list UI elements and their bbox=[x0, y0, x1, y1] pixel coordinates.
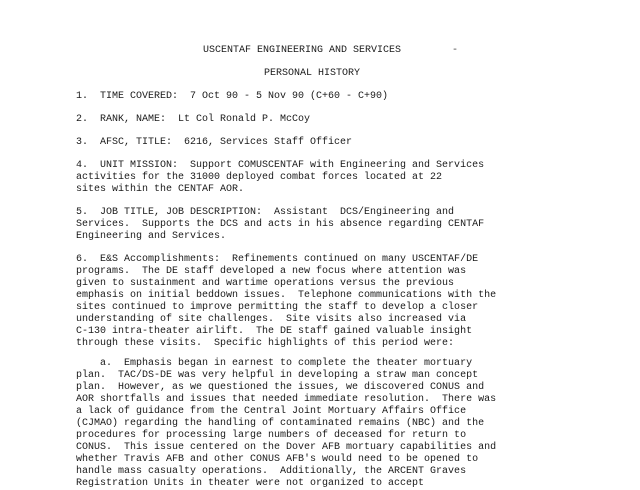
paragraph-line: a. Emphasis began in earnest to complete the theater mortuary bbox=[76, 358, 473, 369]
paragraph-line: programs. The DE staff developed a new focus where attention was bbox=[76, 266, 467, 277]
paragraph-line: CONUS. This issue centered on the Dover AFB mortuary capabilities and bbox=[76, 442, 497, 453]
paragraph-line: 5. JOB TITLE, JOB DESCRIPTION: Assistant DCS/Engineering and bbox=[76, 207, 455, 218]
paragraph-line: handle mass casualty operations. Additionally, the ARCENT Graves bbox=[76, 466, 467, 477]
paragraph-line: AOR shortfalls and issues that needed immediate resolution. There was bbox=[76, 394, 497, 405]
paragraph-line: activities for the 31000 deployed combat forces located at 22 bbox=[76, 172, 443, 183]
stray-mark: - bbox=[452, 45, 459, 56]
document-subtitle: PERSONAL HISTORY bbox=[263, 68, 360, 79]
item-time-covered: 1. TIME COVERED: 7 Oct 90 - 5 Nov 90 (C+60 - C+90) bbox=[76, 91, 389, 102]
paragraph-line: a lack of guidance from the Central Joint Mortuary Affairs Office bbox=[76, 406, 467, 417]
paragraph-line: given to sustainment and wartime operations versus the previous bbox=[76, 278, 455, 289]
paragraph-line: Registration Units in theater were not organized to accept bbox=[76, 478, 425, 489]
document-title: USCENTAF ENGINEERING AND SERVICES bbox=[203, 45, 402, 56]
item-rank-name: 2. RANK, NAME: Lt Col Ronald P. McCoy bbox=[76, 114, 311, 125]
paragraph-line: 4. UNIT MISSION: Support COMUSCENTAF with Engineering and Services bbox=[76, 160, 485, 171]
paragraph-line: plan. However, as we questioned the issues, we discovered CONUS and bbox=[76, 382, 485, 393]
paragraph-line: procedures for processing large numbers of deceased for return to bbox=[76, 430, 467, 441]
paragraph-line: understanding of site challenges. Site visits also increased via bbox=[76, 314, 467, 325]
paragraph-line: sites within the CENTAF AOR. bbox=[76, 184, 245, 195]
paragraph-line: emphasis on initial beddown issues. Telephone communications with the bbox=[76, 290, 497, 301]
paragraph-line: plan. TAC/DS-DE was very helpful in developing a straw man concept bbox=[76, 370, 479, 381]
paragraph-line: Services. Supports the DCS and acts in his absence regarding CENTAF bbox=[76, 219, 485, 230]
paragraph-line: 6. E&S Accomplishments: Refinements continued on many USCENTAF/DE bbox=[76, 254, 479, 265]
paragraph-line: sites continued to improve permitting the staff to develop a closer bbox=[76, 302, 479, 313]
paragraph-line: whether Travis AFB and other CONUS AFB's would need to be opened to bbox=[76, 454, 479, 465]
item-afsc-title: 3. AFSC, TITLE: 6216, Services Staff Officer bbox=[76, 137, 353, 148]
paragraph-line: C-130 intra-theater airlift. The DE staff gained valuable insight bbox=[76, 326, 473, 337]
paragraph-line: Engineering and Services. bbox=[76, 231, 227, 242]
paragraph-line: through these visits. Specific highlights of this period were: bbox=[76, 338, 455, 349]
paragraph-line: (CJMAO) regarding the handling of contaminated remains (NBC) and the bbox=[76, 418, 485, 429]
